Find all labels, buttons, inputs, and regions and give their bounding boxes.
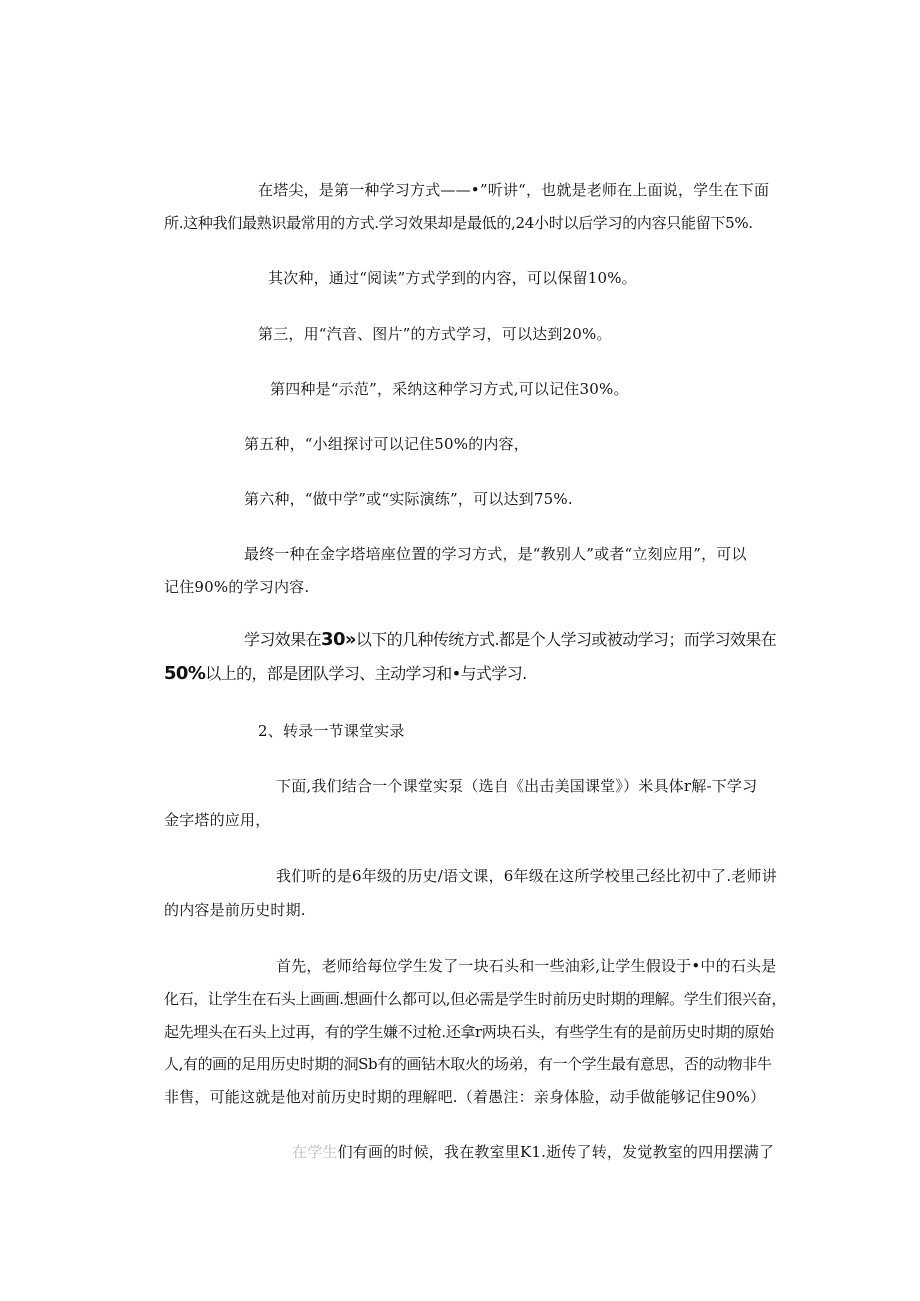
summary-text-3: 以上的，部是团队学习、主动学习和•与式学习.	[205, 664, 527, 683]
paragraph-3: 第三，用“汽音、图片”的方式学习，可以达到20%。	[258, 325, 612, 343]
paragraph-11-line-4: 人,有的画的足用历史时期的洞Sb有的画钻木取火的场弟，有一个学生最有意思，否的动物非牛	[164, 1055, 772, 1073]
paragraph-1-line-2: 所.这种我们最熟识最常用的方式.学习效果却是最低的,24小时以后学习的内容只能留下5%.	[164, 214, 753, 232]
summary-number-50: 50%	[164, 663, 206, 684]
paragraph-4: 第四种是“示范”，采纳这种学习方式,可以记住30%。	[270, 380, 629, 398]
paragraph-12	[292, 1142, 774, 1162]
summary-text-2: 以下的几种传统方式.都是个人学习或被动学习；而学习效果在	[355, 630, 777, 649]
paragraph-10-line-2: 的内容是前历史时期.	[164, 901, 306, 919]
paragraph-1-line-1: 在塔尖，是第一种学习方式——•”听讲“，也就是老师在上面说，学生在下面	[258, 181, 770, 199]
paragraph-11-line-2: 化石，让学生在石头上画画.想画什么都可以,但必需是学生时前历史时期的理解。学生们很兴奋，	[164, 990, 786, 1008]
paragraph-6: 第六种，“做中学”或“实际演练”，可以达到75%.	[244, 490, 573, 508]
paragraph-11-line-1: 首先，老师给每位学生发了一块石头和一些油彩,让学生假设于•中的石头是	[276, 957, 777, 975]
paragraph-10-line-1: 我们听的是6年级的历史/语文课，6年级在这所学校里己经比初中了.老师讲	[276, 867, 777, 885]
summary-line-2	[164, 664, 527, 684]
paragraph-9-line-2: 金字塔的应用，	[164, 811, 271, 829]
section-heading: 2、转录一节课堂实录	[258, 722, 405, 740]
paragraph-12-text: 们有画的时候，我在教室里K1.逝传了转，发觉教室的四用摆满了	[337, 1143, 775, 1161]
paragraph-11-line-3: 起先埋头在石头上过再，有的学生嫌不过枪.还拿r两块石头，有些学生有的是前历史时期的原始	[164, 1023, 774, 1041]
summary-number-30: 30»	[321, 629, 356, 650]
paragraph-5: 第五种，“小组探讨可以记住50%的内容，	[244, 435, 530, 453]
paragraph-11-line-5: 非售，可能这就是他对前历史时期的理解吧.（着愚注：亲身体脸，动手做能够记住90%）	[164, 1088, 766, 1106]
paragraph-7-line-1: 最终一种在金字塔培座位置的学习方式，是“教别人”或者“立刻应用”，可以	[244, 545, 747, 563]
summary-text-1: 学习效果在	[244, 630, 322, 649]
paragraph-2: 其次种，通过“阅读”方式学到的内容，可以保留10%。	[268, 269, 637, 287]
paragraph-7-line-2: 记住90%的学习内容.	[164, 578, 310, 596]
paragraph-9-line-1: 下面,我们结合一个课堂实泵（选自《出击美国课堂》）米具体r解-下学习	[276, 777, 758, 795]
faded-text: 在学生	[292, 1143, 338, 1161]
summary-line-1	[244, 630, 776, 650]
